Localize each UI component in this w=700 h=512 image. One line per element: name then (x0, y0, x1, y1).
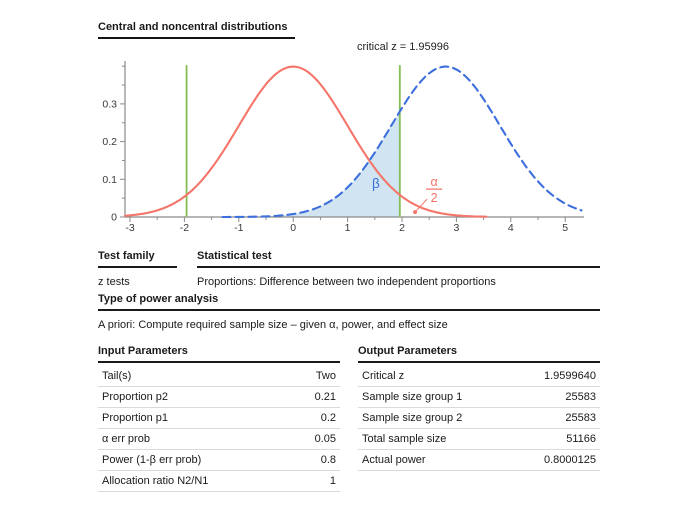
output-parameters-header: Output Parameters (358, 345, 600, 363)
param-value: 51166 (566, 432, 596, 445)
table-row (98, 429, 340, 450)
test-family-section (98, 250, 177, 289)
x-tick-label: 3 (453, 222, 460, 234)
output-parameters-rows (358, 366, 600, 471)
x-tick-label: -1 (234, 222, 244, 234)
param-label: Total sample size (362, 432, 447, 445)
test-family-header: Test family (98, 250, 177, 268)
alpha-pointer-dot (413, 210, 417, 214)
x-tick-label: -3 (125, 222, 135, 234)
alpha-numerator-label: α (430, 175, 438, 190)
table-row (358, 408, 600, 429)
x-tick-label: -2 (179, 222, 190, 234)
table-row (358, 387, 600, 408)
power-analysis-section (98, 293, 600, 332)
distribution-plot (98, 38, 593, 238)
statistical-test-section (197, 250, 600, 289)
param-value[interactable]: 0.21 (314, 390, 336, 403)
y-tick-label: 0.2 (102, 136, 117, 149)
param-label: Power (1-β err prob) (102, 453, 202, 466)
param-value[interactable]: 0.8 (320, 453, 336, 466)
table-row (98, 471, 340, 492)
statistical-test-value[interactable]: Proportions: Difference between two independent proportions (197, 276, 496, 288)
beta-region (228, 112, 400, 218)
x-tick-label: 0 (290, 222, 297, 234)
table-row (98, 450, 340, 471)
param-value: 0.8000125 (544, 453, 596, 466)
table-row (98, 408, 340, 429)
y-tick-label: 0 (111, 211, 117, 224)
param-label: Sample size group 1 (362, 390, 463, 403)
table-row (98, 387, 340, 408)
param-label: Tail(s) (102, 369, 132, 382)
table-row (358, 450, 600, 471)
critical-z-annotation: critical z = 1.95996 (356, 41, 450, 53)
test-selectors (98, 250, 600, 289)
input-parameters-table (98, 345, 340, 492)
chart-title: Central and noncentral distributions (98, 21, 295, 39)
param-label: Sample size group 2 (362, 411, 463, 424)
param-label: Critical z (362, 369, 405, 382)
alpha-denominator-label: 2 (430, 191, 438, 206)
output-parameters-table (358, 345, 600, 492)
power-analysis-value[interactable]: A priori: Compute required sample size – given α, power, and effect size (98, 319, 448, 331)
x-tick-label: 2 (399, 222, 405, 234)
param-value[interactable]: Two (315, 369, 336, 382)
param-label: Actual power (362, 453, 426, 466)
parameters-area (98, 345, 600, 492)
param-value[interactable]: 0.2 (320, 411, 336, 424)
test-family-value[interactable]: z tests (98, 276, 130, 288)
x-tick-label: 4 (507, 222, 514, 234)
table-row (358, 429, 600, 450)
input-parameters-header: Input Parameters (98, 345, 340, 363)
statistical-test-header: Statistical test (197, 250, 600, 268)
param-label: α err prob (102, 432, 150, 445)
x-tick-label: 1 (344, 222, 351, 234)
table-row (98, 366, 340, 387)
param-value[interactable]: 1 (329, 474, 336, 487)
param-label: Proportion p2 (102, 390, 169, 403)
y-tick-label: 0.3 (102, 98, 117, 111)
param-value: 1.9599640 (544, 369, 596, 382)
param-label: Allocation ratio N2/N1 (102, 474, 209, 487)
beta-label: β (372, 175, 380, 191)
param-value[interactable]: 0.05 (314, 432, 336, 445)
x-tick-label: 5 (562, 222, 569, 234)
table-row (358, 366, 600, 387)
power-analysis-header: Type of power analysis (98, 293, 600, 311)
y-tick-label: 0.1 (102, 173, 117, 186)
noncentral-distribution-curve (223, 67, 582, 217)
param-label: Proportion p1 (102, 411, 169, 424)
param-value: 25583 (565, 411, 596, 424)
input-parameters-rows (98, 366, 340, 492)
param-value: 25583 (565, 390, 596, 403)
